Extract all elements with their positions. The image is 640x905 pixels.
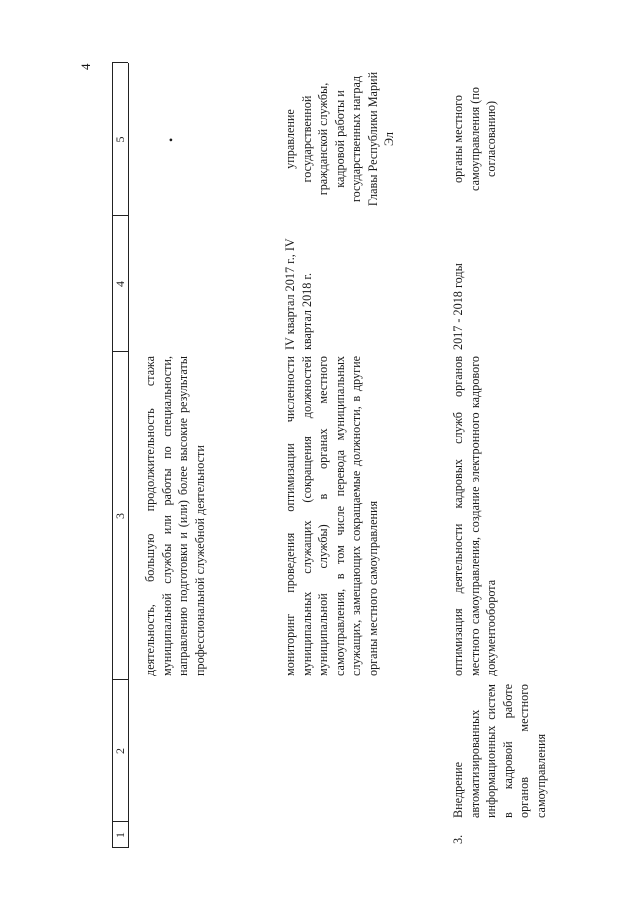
table-row-deadline: IV квартал 2017 г., IV квартал 2018 г. xyxy=(283,238,314,350)
column-header-5: 5 xyxy=(113,136,127,143)
column-header-2: 2 xyxy=(113,748,127,754)
column-header-4: 4 xyxy=(113,281,127,287)
page-number: 4 xyxy=(78,63,93,70)
table-row-measure: Внедрение автоматизированных информационных систем в кадровой работе органов местного самоуправления xyxy=(451,684,548,818)
column-header-1: 1 xyxy=(113,832,127,838)
table-row-deadline: 2017 - 2018 годы xyxy=(451,263,465,350)
table-row-number: 3. xyxy=(451,834,465,844)
table-header-rule xyxy=(128,63,129,848)
stray-dot-mark: • xyxy=(164,137,178,142)
table-row-responsible: управление государственной гражданской службы, кадровой работы и государственных наград Главы Республики Марий Эл xyxy=(283,71,396,207)
table-row-content: мониторинг проведения оптимизации численности муниципальных служащих (сокращения должностей муниципальной службы) в органах местного самоуправления, в том числе перевода муниципальных служащих, замещающих сокращаемые должности, в другие органы местного самоуправления xyxy=(283,356,380,676)
column-header-3: 3 xyxy=(113,513,127,519)
rotated-table xyxy=(112,63,548,848)
table-row-responsible: органы местного самоуправления (по согласованию) xyxy=(451,87,498,191)
table-row-content: деятельность, большую продолжительность стажа муниципальной службы или работы по специальности, направлению подготовки и (или) более высокие результаты профессиональной служебной деятельности xyxy=(143,356,207,676)
table-row-content: оптимизация деятельности кадровых служб органов местного самоуправления, создание электронного кадрового документооборота xyxy=(451,356,498,676)
